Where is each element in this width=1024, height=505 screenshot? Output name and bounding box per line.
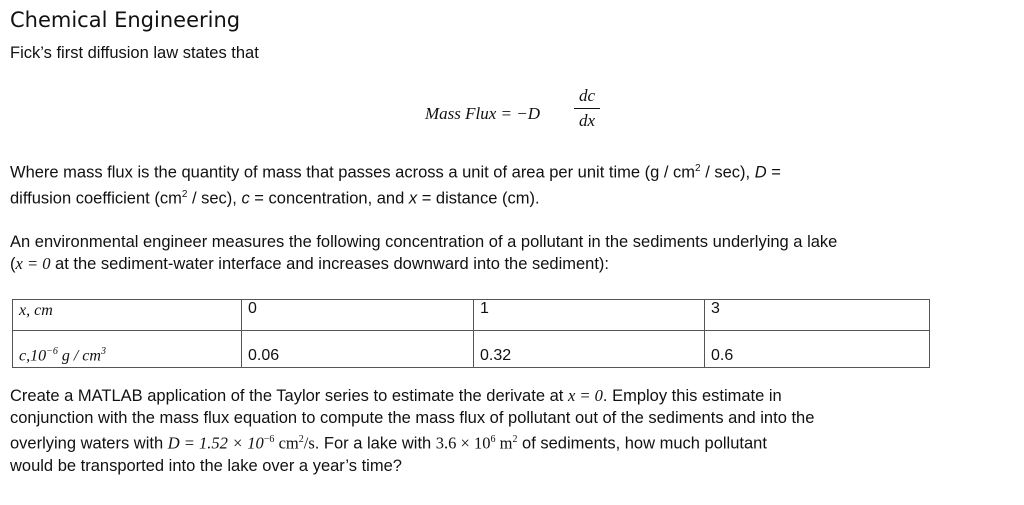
equation-lhs: Mass Flux = −D <box>425 104 541 123</box>
fraction-bar <box>574 108 600 109</box>
task-math: cm <box>274 433 299 453</box>
header-sup: 3 <box>100 345 106 357</box>
task-text: overlying waters with <box>10 434 168 453</box>
header-part: g / cm <box>57 347 101 364</box>
task-math: x = 0 <box>567 386 603 405</box>
task-math: m <box>495 433 513 453</box>
table-row <box>13 331 930 368</box>
def-text: = distance (cm). <box>417 189 540 207</box>
page-title: Chemical Engineering <box>10 8 241 32</box>
task-math: D = 1.52 × 10 <box>167 433 264 453</box>
intro-text: Fick’s first diffusion law states that <box>10 44 259 62</box>
task-text: . For a lake with <box>314 434 436 453</box>
def-text: / sec), <box>187 189 242 207</box>
row-header-distance: x, cm <box>13 300 242 331</box>
table-cell: 0.06 <box>242 331 474 368</box>
header-part: c,10 <box>19 347 47 364</box>
table-cell: 0.32 <box>474 331 705 368</box>
table-cell: 0 <box>242 300 474 331</box>
measure-text: ( <box>10 255 16 273</box>
task-sup: 2 <box>298 434 304 445</box>
def-text: diffusion coefficient (cm <box>10 189 182 207</box>
table-cell: 3 <box>705 300 930 331</box>
task-text: would be transported into the lake over a year’s time? <box>10 456 402 475</box>
def-text: = concentration, and <box>249 189 409 207</box>
measure-math: x = 0 <box>15 254 51 273</box>
table-cell: 1 <box>474 300 705 331</box>
table-cell: 0.6 <box>705 331 930 368</box>
task-math: /s <box>303 433 315 453</box>
row-header-concentration <box>13 331 242 368</box>
measure-text: An environmental engineer measures the following concentration of a pollutant in the sediments underlying a lake <box>10 233 838 251</box>
definitions-paragraph <box>10 158 1015 209</box>
measure-text: at the sediment-water interface and increases downward into the sediment): <box>50 255 610 273</box>
concentration-table <box>12 299 930 368</box>
fraction-numerator: dc <box>578 86 596 105</box>
task-math: 3.6 × 10 <box>435 433 491 453</box>
task-paragraph <box>10 385 1010 477</box>
def-text: = <box>766 163 781 182</box>
task-sup: 6 <box>490 434 496 445</box>
task-text: . Employ this estimate in <box>602 387 782 405</box>
measurement-paragraph <box>10 231 1015 275</box>
def-var: c <box>241 189 250 207</box>
task-sup: 2 <box>512 434 518 445</box>
def-sup: 2 <box>695 163 701 174</box>
def-var: x <box>408 189 418 207</box>
task-text: conjunction with the mass flux equation to compute the mass flux of pollutant out of the sediments and into the <box>10 409 815 427</box>
def-var: D <box>754 163 767 182</box>
task-text: Create a MATLAB application of the Taylor series to estimate the derivate at <box>10 387 568 405</box>
task-text: of sediments, how much pollutant <box>517 434 767 453</box>
def-text: / sec), <box>700 163 755 182</box>
table-row <box>13 300 930 331</box>
header-sup: −6 <box>46 345 58 357</box>
def-text: Where mass flux is the quantity of mass that passes across a unit of area per unit time (g / cm <box>10 163 696 182</box>
fraction-denominator: dx <box>578 111 596 130</box>
task-sup: −6 <box>263 434 275 445</box>
derivative-fraction <box>574 86 600 131</box>
def-sup: 2 <box>181 188 188 200</box>
